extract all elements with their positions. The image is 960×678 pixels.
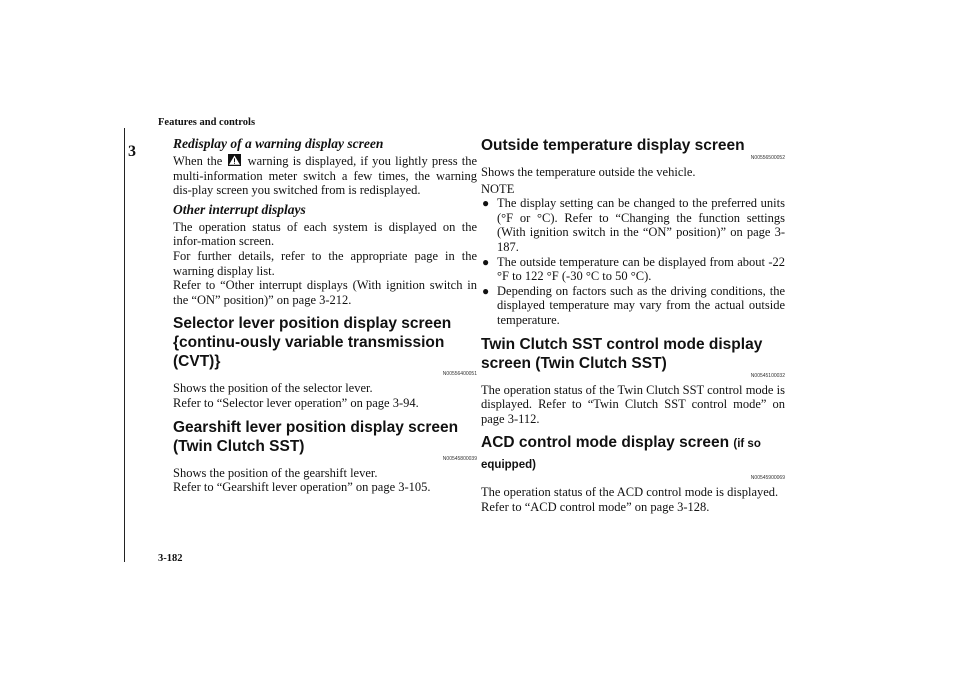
gearshift-heading: Gearshift lever position display screen (Twin Clutch SST) (173, 418, 459, 455)
chapter-divider (124, 128, 125, 562)
redisplay-heading: Redisplay of a warning display screen (173, 136, 384, 151)
acd-code: N00545900069 (750, 475, 785, 482)
selector-code: N00556400051 (442, 371, 477, 378)
outside-temp-heading: Outside temperature display screen (481, 137, 745, 154)
note-item: ● The outside temperature can be displayed from about -22 °F to 122 °F (-30 °C to 50 °C). (482, 254, 785, 284)
note-item: ● The display setting can be changed to the preferred units (°F or °C). Refer to “Changing the function settings (With ignition switch in the “ON” position)” on page 3-187. (482, 196, 785, 254)
gearshift-p2: Refer to “Gearshift lever operation” on page 3-105. (173, 480, 431, 495)
acd-heading-suffix: (if so equipped) (481, 438, 761, 472)
right-column (481, 136, 785, 515)
note-list (481, 196, 785, 327)
other-interrupt-p2: For further details, refer to the appropriate page in the warning display list. (173, 248, 477, 278)
acd-p2: Refer to “ACD control mode” on page 3-128. (481, 499, 710, 514)
other-interrupt-heading: Other interrupt displays (173, 201, 306, 217)
redisplay-text: When the warning is displayed, if you lightly press the multi-information meter switch a few times, the warning dis-play screen you switched from is redisplayed. (173, 154, 477, 198)
other-interrupt-p1: The operation status of each system is displayed on the infor-mation screen. (173, 219, 477, 249)
bullet-icon: ● (482, 254, 490, 269)
selector-p2: Refer to “Selector lever operation” on page 3-94. (173, 395, 419, 410)
left-column (173, 136, 477, 495)
running-header: Features and controls (158, 117, 256, 128)
gearshift-code: N00545800039 (442, 455, 477, 462)
other-interrupt-p3: Refer to “Other interrupt displays (With ignition switch in the “ON” position)” on page 3-212. (173, 278, 477, 307)
note-item: ● Depending on factors such as the driving conditions, the displayed temperature may vary from the actual outside temperature. (482, 283, 785, 327)
note-label: NOTE (481, 181, 515, 196)
warning-triangle-icon (228, 154, 241, 166)
gearshift-p1: Shows the position of the gearshift lever. (173, 465, 378, 480)
chapter-number: 3 (128, 143, 136, 160)
page-number: 3-182 (158, 553, 183, 564)
twin-clutch-p1: The operation status of the Twin Clutch SST control mode is displayed. Refer to “Twin Clutch SST control mode” on page 3-112. (481, 382, 785, 426)
selector-p1: Shows the position of the selector lever. (173, 381, 373, 396)
outside-temp-p1: Shows the temperature outside the vehicle. (481, 165, 696, 179)
selector-heading: Selector lever position display screen {continu-ously variable transmission (CVT)} (173, 315, 452, 371)
twin-clutch-heading: Twin Clutch SST control mode display screen (Twin Clutch SST) (481, 335, 763, 372)
acd-p1: The operation status of the ACD control mode is displayed. (481, 485, 779, 500)
acd-heading: ACD control mode display screen (if so equipped) (481, 434, 761, 472)
twin-clutch-code: N00545100032 (750, 372, 785, 379)
bullet-icon: ● (482, 283, 490, 298)
bullet-icon: ● (482, 196, 490, 211)
outside-temp-code: N00556500052 (750, 155, 785, 161)
